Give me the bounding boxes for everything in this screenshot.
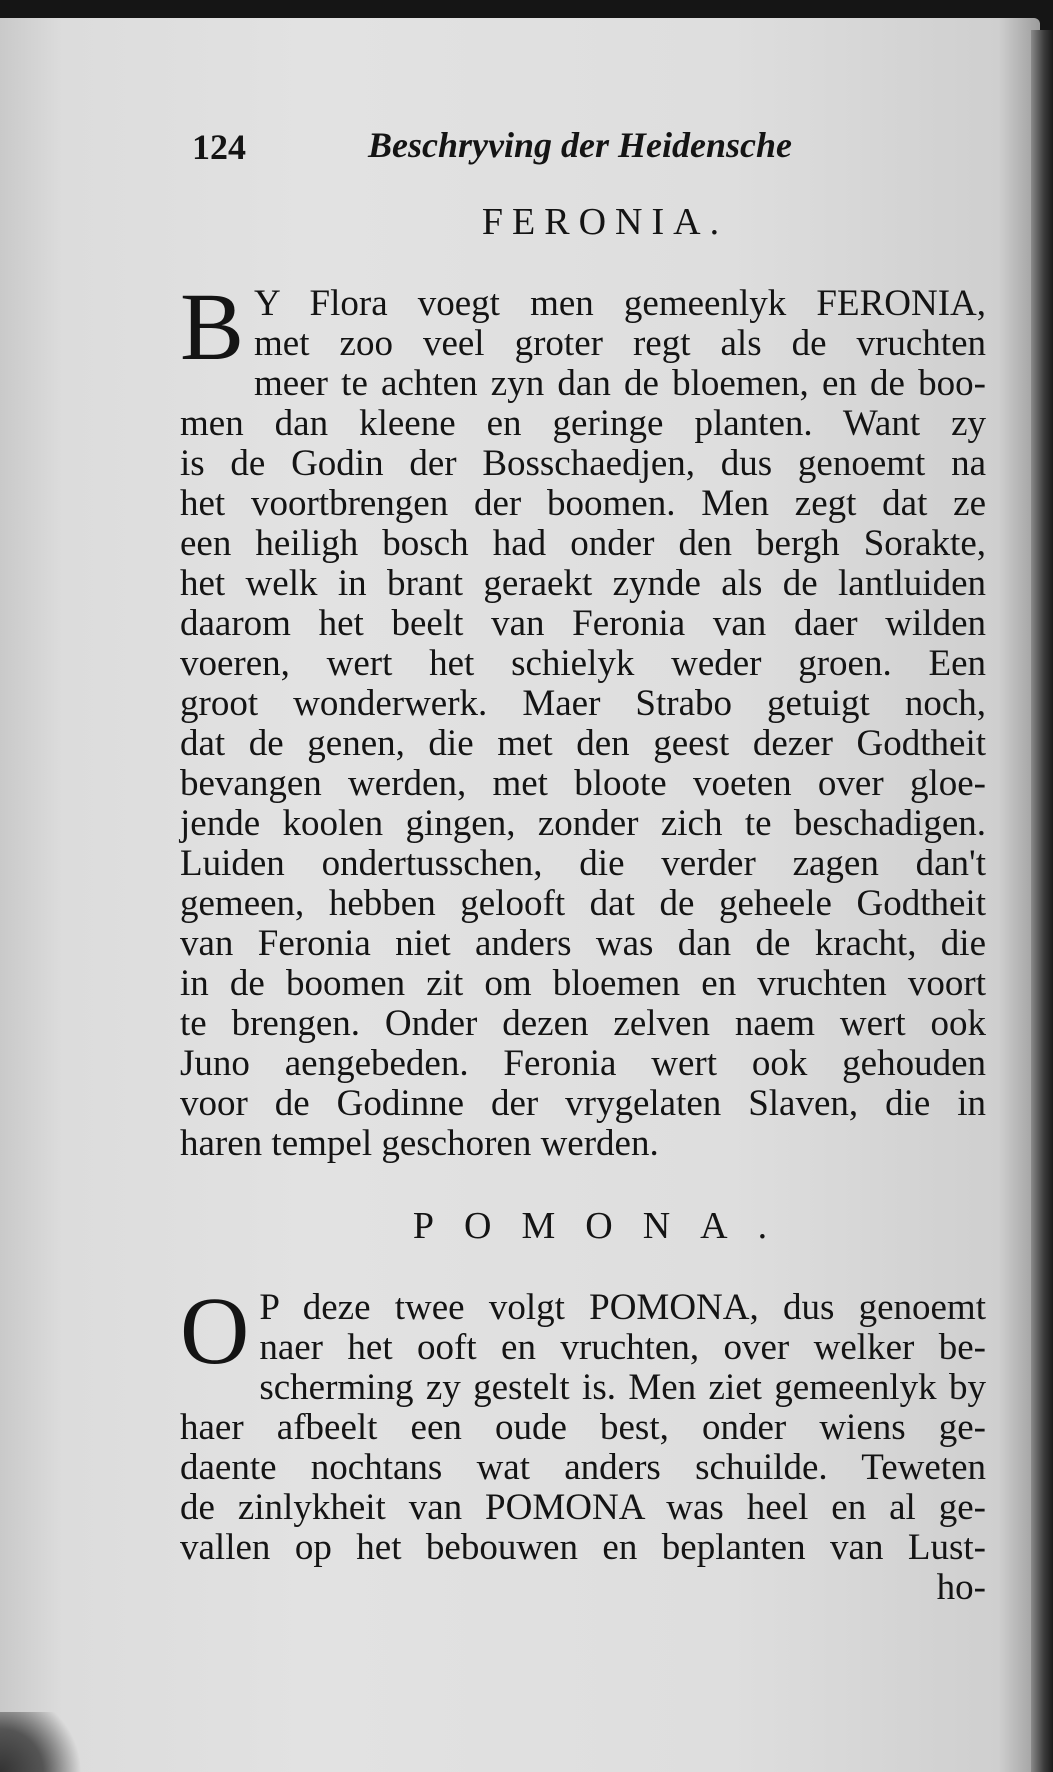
catchword: ho- [936, 1567, 986, 1608]
text-line: P deze twee volgt POMONA, dus genoemt [259, 1287, 986, 1328]
text-line: de zinlykheit van POMONA was heel en al ge- [180, 1487, 986, 1528]
text-line: vallen op het bebouwen en beplanten van Lust- [180, 1527, 986, 1568]
text-line: naer het ooft en vruchten, over welker be- [259, 1327, 986, 1368]
text-line: meer te achten zyn dan de bloemen, en de boo- [254, 363, 986, 404]
text-line: men dan kleene en geringe planten. Want zy [180, 403, 986, 444]
page-edge-shadow [1031, 30, 1053, 1772]
text-line: Juno aengebeden. Feronia wert ook gehouden [180, 1043, 986, 1084]
paragraph-pomona [180, 1277, 990, 1568]
page-number: 124 [192, 127, 246, 167]
text-line: scherming zy gestelt is. Men ziet gemeenlyk by [259, 1367, 986, 1408]
text-line: van Feronia niet anders was dan de kracht, die [180, 923, 986, 964]
text-line: haer afbeelt een oude best, onder wiens ge- [180, 1407, 986, 1448]
text-line: dat de genen, die met den geest dezer Godtheit [180, 723, 986, 764]
text-line: voeren, wert het schielyk weder groen. Een [180, 643, 986, 684]
text-line: haren tempel geschoren werden. [180, 1123, 659, 1164]
text-line: Luiden ondertusschen, die verder zagen dan't [180, 843, 986, 884]
text-line: een heiligh bosch had onder den bergh Sorakte, [180, 523, 986, 564]
text-line: is de Godin der Bosschaedjen, dus genoemt na [180, 443, 986, 484]
drop-cap: O [180, 1277, 250, 1384]
section-heading-pomona: POMONA. [412, 1205, 798, 1247]
text-line: het voortbrengen der boomen. Men zegt dat ze [180, 483, 986, 524]
text-line: jende koolen gingen, zonder zich te beschadigen. [180, 803, 986, 844]
text-line: met zoo veel groter regt als de vruchten [254, 323, 986, 364]
text-line: te brengen. Onder dezen zelven naem wert ook [180, 1003, 986, 1044]
paragraph-feronia [180, 273, 990, 1164]
text-line: het welk in brant geraekt zynde als de lantluiden [180, 563, 986, 604]
text-line: gemeen, hebben gelooft dat de geheele Godtheit [180, 883, 986, 924]
section-heading-feronia: FERONIA. [481, 201, 729, 243]
text-line: in de boomen zit om bloemen en vruchten voort [180, 963, 986, 1004]
thumb-shadow [0, 1712, 90, 1772]
page-text-block [180, 110, 990, 1608]
text-line: Y Flora voegt men gemeenlyk FERONIA, [254, 283, 986, 324]
drop-cap: B [180, 273, 245, 380]
running-title: Beschryving der Heidensche [368, 125, 792, 165]
running-head [180, 110, 990, 180]
text-line: bevangen werden, met bloote voeten over gloe- [180, 763, 986, 804]
text-line: groot wonderwerk. Maer Strabo getuigt noch, [180, 683, 986, 724]
text-line: daente nochtans wat anders schuilde. Teweten [180, 1447, 986, 1488]
text-line: daarom het beelt van Feronia van daer wilden [180, 603, 986, 644]
text-line: voor de Godinne der vrygelaten Slaven, die in [180, 1083, 986, 1124]
